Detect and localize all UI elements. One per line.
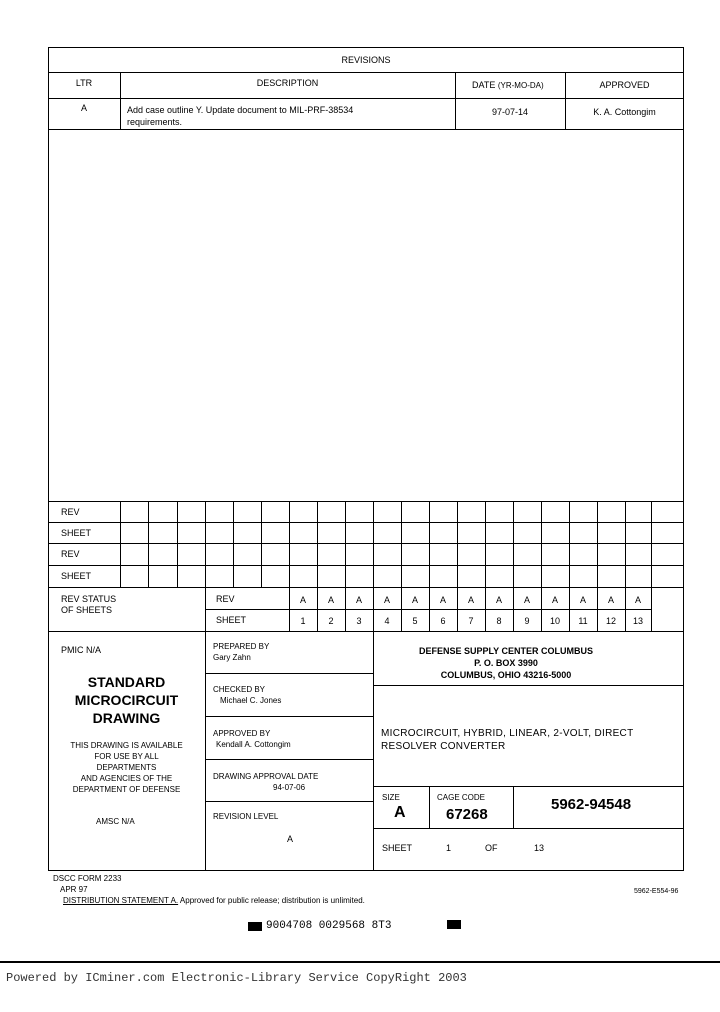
- pmic-label: PMIC N/A: [61, 645, 102, 655]
- availability-line: AND AGENCIES OF THE: [80, 774, 173, 783]
- ltr-header: LTR: [75, 78, 93, 88]
- status-rev-cell: A: [355, 595, 362, 605]
- approved-by-label: APPROVED BY: [213, 729, 271, 738]
- powered-by-text: Powered by ICminer.com Electronic-Library Service CopyRight 2003: [6, 971, 467, 985]
- agency-line3: COLUMBUS, OHIO 43216-5000: [440, 670, 572, 680]
- barcode-mark-right: [447, 920, 461, 929]
- revisions-divider: [455, 72, 456, 129]
- title-block-divider: [373, 685, 684, 686]
- approved-header: APPROVED: [599, 80, 650, 90]
- size-value: A: [394, 804, 406, 821]
- revision-level-value: A: [287, 834, 294, 844]
- revisions-divider: [48, 129, 684, 130]
- status-sheet-cell: 10: [549, 616, 560, 626]
- barcode-mark-left: [248, 922, 262, 931]
- drawing-title-line1: MICROCIRCUIT, HYBRID, LINEAR, 2-VOLT, DIRECT: [381, 728, 634, 739]
- rev-grid-line: [345, 501, 346, 631]
- status-sheet-cell: 4: [384, 616, 390, 626]
- cage-code-value: 67268: [446, 806, 488, 823]
- prepared-by-value: Gary Zahn: [213, 653, 251, 662]
- revisions-title: REVISIONS: [341, 55, 391, 65]
- status-rev-cell: A: [327, 595, 334, 605]
- title-block-divider: [205, 801, 373, 802]
- status-sheet-cell: 9: [524, 616, 530, 626]
- banner-line: [0, 961, 720, 963]
- size-label: SIZE: [382, 793, 400, 802]
- status-rev-cell: A: [523, 595, 530, 605]
- date-header: [472, 80, 544, 91]
- revisions-divider: [48, 72, 684, 73]
- revision-date: 97-07-14: [491, 107, 529, 117]
- standard-title-line1: STANDARD: [87, 674, 166, 690]
- revision-description-line2: requirements.: [127, 117, 183, 127]
- date-format: (YR-MO-DA): [497, 81, 544, 90]
- status-rev-cell: A: [634, 595, 641, 605]
- title-block-divider: [373, 828, 684, 829]
- approval-date-label: DRAWING APPROVAL DATE: [213, 772, 319, 781]
- status-rev-cell: A: [579, 595, 586, 605]
- title-block-divider: [205, 759, 373, 760]
- description-header: DESCRIPTION: [256, 78, 319, 88]
- rev-grid-line: [205, 609, 651, 610]
- prepared-by-label: PREPARED BY: [213, 642, 270, 651]
- rev-grid-line: [48, 631, 684, 632]
- rev-grid-line: [401, 501, 402, 631]
- distribution-text: Approved for public release; distribution is unlimited.: [179, 896, 365, 905]
- form-code: 5962-E554-96: [634, 888, 679, 895]
- rev-grid-line: [205, 501, 206, 631]
- status-sheet-cell: 7: [468, 616, 474, 626]
- rev-grid-line: [289, 501, 290, 631]
- rev-status-label-line2: OF SHEETS: [61, 605, 113, 615]
- status-rev-cell: A: [383, 595, 390, 605]
- title-block-divider: [205, 631, 206, 871]
- rev-grid-line: [177, 501, 178, 587]
- status-rev-cell: A: [607, 595, 614, 605]
- status-sheet-cell: 1: [300, 616, 306, 626]
- rev-grid-line: [233, 501, 234, 587]
- agency-line1: DEFENSE SUPPLY CENTER COLUMBUS: [418, 646, 594, 656]
- status-rev-cell: A: [439, 595, 446, 605]
- availability-line: DEPARTMENT OF DEFENSE: [72, 785, 181, 794]
- revision-level-label: REVISION LEVEL: [213, 812, 279, 821]
- of-label: OF: [485, 843, 498, 853]
- status-rev-cell: A: [411, 595, 418, 605]
- checked-by-value: Michael C. Jones: [220, 696, 282, 705]
- approval-date-value: 94-07-06: [273, 783, 306, 792]
- status-sheet-cell: 5: [412, 616, 418, 626]
- rev-grid-line: [597, 501, 598, 631]
- rev-grid-line: [429, 501, 430, 631]
- status-rev-cell: A: [299, 595, 306, 605]
- status-sheet-cell: 6: [440, 616, 446, 626]
- cage-code-label: CAGE CODE: [437, 793, 486, 802]
- title-block-divider: [205, 716, 373, 717]
- amsc-label: AMSC N/A: [96, 817, 135, 826]
- rev-grid-line: [513, 501, 514, 631]
- status-rev-cell: A: [495, 595, 502, 605]
- title-block-divider: [373, 786, 684, 787]
- rev-status-label-line1: REV STATUS: [61, 594, 117, 604]
- distribution-statement: [63, 896, 365, 906]
- rev-grid-line: [569, 501, 570, 631]
- form-number: DSCC FORM 2233: [53, 874, 122, 883]
- status-sheet-label: SHEET: [216, 615, 247, 625]
- revisions-divider: [48, 98, 684, 99]
- status-sheet-cell: 11: [578, 616, 588, 626]
- sheet-total: 13: [534, 843, 545, 853]
- rev-grid-line: [48, 501, 684, 502]
- rev-grid-line: [261, 501, 262, 587]
- approved-by-value: Kendall A. Cottongim: [216, 740, 291, 749]
- rev-grid-line: [651, 501, 652, 631]
- barcode-text: 9004708 0029568 8T3: [266, 920, 392, 932]
- revision-approved: K. A. Cottongim: [593, 107, 656, 117]
- title-block-divider: [429, 786, 430, 828]
- rev-grid-line: [120, 501, 121, 587]
- sheet-label: SHEET: [61, 528, 92, 538]
- rev-label: REV: [61, 507, 80, 517]
- availability-line: THIS DRAWING IS AVAILABLE: [70, 741, 183, 750]
- status-sheet-cell: 8: [496, 616, 502, 626]
- status-sheet-cell: 12: [605, 616, 616, 626]
- drawing-number: 5962-94548: [551, 796, 632, 813]
- status-rev-cell: A: [551, 595, 558, 605]
- sheet-label: SHEET: [382, 843, 413, 853]
- rev-grid-line: [48, 565, 684, 566]
- status-rev-label: REV: [216, 594, 235, 604]
- revision-ltr: A: [80, 103, 87, 113]
- rev-grid-line: [541, 501, 542, 631]
- rev-grid-line: [457, 501, 458, 631]
- agency-line2: P. O. BOX 3990: [474, 658, 538, 668]
- status-sheet-cell: 2: [328, 616, 334, 626]
- distribution-label: DISTRIBUTION STATEMENT A.: [63, 896, 179, 905]
- date-header-label: DATE: [472, 80, 496, 90]
- rev-grid-line: [485, 501, 486, 631]
- revision-description-line1: Add case outline Y. Update document to MIL-PRF-38534: [127, 105, 354, 115]
- rev-grid-line: [373, 501, 374, 631]
- title-block-divider: [205, 673, 373, 674]
- sheet-number: 1: [446, 843, 452, 853]
- form-date: APR 97: [60, 885, 88, 894]
- checked-by-label: CHECKED BY: [213, 685, 266, 694]
- availability-line: FOR USE BY ALL: [94, 752, 159, 761]
- status-rev-cell: A: [467, 595, 474, 605]
- rev-grid-line: [625, 501, 626, 631]
- title-block-divider: [513, 786, 514, 828]
- availability-line: DEPARTMENTS: [96, 763, 157, 772]
- sheet-label: SHEET: [61, 571, 92, 581]
- rev-grid-line: [48, 522, 684, 523]
- rev-label: REV: [61, 549, 80, 559]
- rev-grid-line: [48, 587, 684, 588]
- standard-title-line2: MICROCIRCUIT: [74, 692, 179, 708]
- standard-title-line3: DRAWING: [92, 710, 161, 726]
- status-sheet-cell: 13: [632, 616, 643, 626]
- status-sheet-cell: 3: [356, 616, 362, 626]
- drawing-title-line2: RESOLVER CONVERTER: [381, 741, 506, 752]
- rev-grid-line: [48, 543, 684, 544]
- rev-grid-line: [148, 501, 149, 587]
- rev-grid-line: [317, 501, 318, 631]
